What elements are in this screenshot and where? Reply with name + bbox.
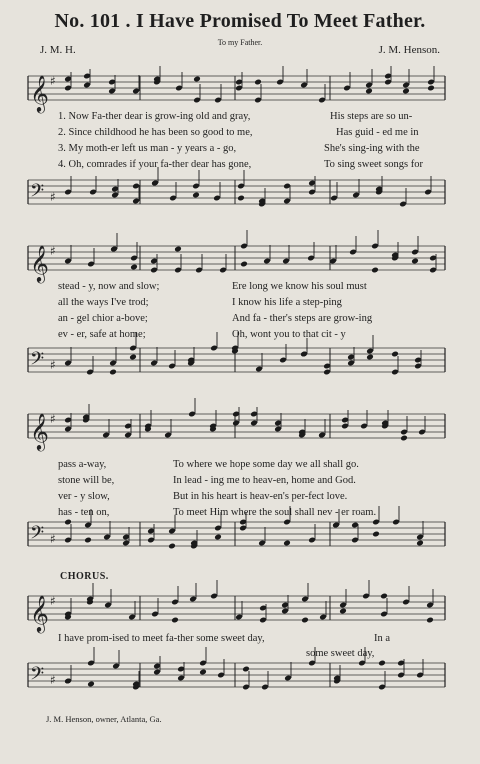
note-head	[237, 195, 245, 202]
lyric-line: 2. Since childhood he has been so good to me,	[58, 127, 253, 138]
bass-clef-icon: 𝄢	[30, 664, 45, 689]
lyric-line: all the ways I've trod;	[58, 297, 149, 308]
note-head	[416, 540, 424, 547]
note-head	[339, 608, 347, 615]
note-head	[240, 261, 248, 268]
lyric-line: ver - y slow,	[58, 491, 110, 502]
note-head	[192, 192, 200, 199]
lyric-line: To where we hope some day we all shall go.	[173, 459, 359, 470]
treble-clef-icon: 𝄞	[30, 594, 49, 632]
lyric-line: some sweet day,	[306, 648, 375, 659]
lyric-line: 4. Oh, comrades if your fa-ther dear has gone,	[58, 159, 252, 170]
note-head	[130, 264, 138, 271]
lyric-line: To sing sweet songs for	[324, 159, 424, 170]
treble-clef-icon: 𝄞	[30, 244, 49, 282]
note-head	[372, 531, 380, 538]
key-signature-icon: ♯	[50, 673, 56, 687]
treble-clef-icon: 𝄞	[30, 74, 49, 112]
key-signature-icon: ♯	[50, 358, 56, 372]
lyric-line: She's sing-ing with the	[324, 143, 420, 154]
bass-clef-icon: 𝄢	[30, 181, 45, 206]
note-head	[171, 617, 179, 624]
note-head	[214, 534, 222, 541]
note-head	[365, 88, 373, 95]
note-head	[378, 660, 386, 667]
lyric-line: 1. Now Fa-ther dear is grow-ing old and gray,	[58, 111, 251, 122]
note-head	[366, 354, 374, 361]
lyric-line: has - ten on,	[58, 507, 110, 518]
copyright-notice: J. M. Henson, owner, Atlanta, Ga.	[46, 714, 162, 724]
lyric-line: Has guid - ed me in	[336, 127, 419, 138]
note-head	[109, 369, 117, 376]
note-head	[129, 354, 137, 361]
note-head	[371, 267, 379, 274]
lyric-line: In lead - ing me to heav-en, home and God.	[173, 475, 356, 486]
note-head	[411, 258, 419, 265]
note-head	[174, 246, 182, 253]
bass-clef-icon: 𝄢	[30, 523, 45, 548]
lyric-line: In a	[374, 633, 391, 644]
key-signature-icon: ♯	[50, 190, 56, 204]
note-head	[283, 540, 291, 547]
lyric-line: His steps are so un-	[330, 111, 413, 122]
bass-staff-3	[0, 514, 480, 564]
lyric-line: And fa - ther's steps are grow-ing	[232, 313, 373, 324]
key-signature-icon: ♯	[50, 244, 56, 258]
lyric-line: an - gel chior a-bove;	[58, 313, 148, 324]
lyric-line: 3. My moth-er left us man - y years a - go,	[58, 143, 237, 154]
lyric-line: But in his heart is heav-en's per-fect love.	[173, 491, 348, 502]
bass-staff-2	[0, 340, 480, 390]
note-head	[301, 617, 309, 624]
treble-staff-3	[0, 400, 480, 460]
key-signature-icon: ♯	[50, 532, 56, 546]
bass-staff-4	[0, 655, 480, 705]
treble-clef-icon: 𝄞	[30, 412, 49, 450]
note-head	[427, 85, 435, 92]
lyric-line: I have prom-ised to meet fa-ther some sweet day,	[58, 633, 265, 644]
note-head	[426, 617, 434, 624]
note-head	[199, 669, 207, 676]
note-head	[168, 543, 176, 550]
note-head	[84, 537, 92, 544]
lyricist: J. M. H.	[40, 44, 76, 56]
lyric-line: ev - er, safe at home;	[58, 329, 146, 340]
lyric-line: pass a-way,	[58, 459, 107, 470]
lyric-line: I know his life a step-ping	[232, 297, 342, 308]
key-signature-icon: ♯	[50, 412, 56, 426]
lyric-line: stone will be,	[58, 475, 115, 486]
composer: J. M. Henson.	[378, 44, 440, 56]
hymn-title: No. 101 . I Have Promised To Meet Father.	[54, 10, 426, 32]
lyric-line: Ere long we know his soul must	[232, 281, 367, 292]
key-signature-icon: ♯	[50, 74, 56, 88]
lyric-line: Oh, wont you to that cit - y	[232, 329, 346, 340]
dedication: To my Father.	[217, 38, 263, 47]
bass-staff-1	[0, 172, 480, 222]
note-head	[400, 435, 408, 442]
key-signature-icon: ♯	[50, 594, 56, 608]
bass-clef-icon: 𝄢	[30, 349, 45, 374]
lyric-line: stead - y, now and slow;	[58, 281, 160, 292]
chorus-label: CHORUS.	[60, 571, 109, 582]
lyric-line: To meet Him where the soul shall nev - er roam.	[173, 507, 377, 518]
note-head	[87, 681, 95, 688]
note-head	[193, 76, 201, 83]
note-head	[402, 88, 410, 95]
